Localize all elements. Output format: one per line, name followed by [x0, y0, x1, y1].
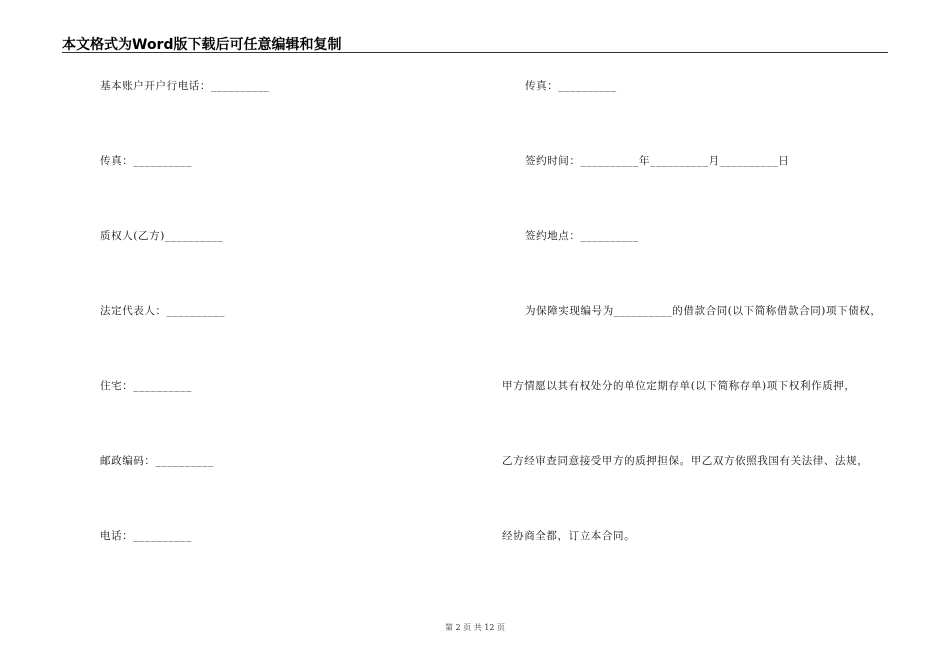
left-line-pledgee: 质权人(乙方)__________: [100, 230, 224, 242]
right-line-paragraph-3: 乙方经审查同意接受甲方的质押担保。甲乙双方依照我国有关法律、法规，: [502, 455, 869, 467]
page-number-footer: 第 2 页 共 12 页: [445, 623, 505, 632]
left-line-address: 住宅：__________: [100, 380, 192, 392]
left-line-fax: 传真：__________: [100, 155, 192, 167]
left-line-phone: 电话：__________: [100, 530, 192, 542]
right-line-paragraph-4: 经协商全都，订立本合同。: [502, 530, 636, 542]
left-line-legal-rep: 法定代表人：__________: [100, 305, 226, 317]
right-line-paragraph-2: 甲方情愿以其有权处分的单位定期存单(以下简称存单)项下权利作质押，: [502, 380, 856, 392]
right-line-sign-date: 签约时间：__________年__________月__________日: [525, 155, 790, 167]
right-line-fax: 传真：__________: [525, 80, 617, 92]
right-line-paragraph-1: 为保障实现编号为__________的借款合同(以下简称借款合同)项下债权，: [525, 305, 882, 317]
left-line-bank-phone: 基本账户开户行电话：__________: [100, 80, 270, 92]
right-line-sign-place: 签约地点：__________: [525, 230, 639, 242]
left-line-postcode: 邮政编码：__________: [100, 455, 214, 467]
document-header-title: 本文格式为Word版下载后可任意编辑和复制: [62, 37, 342, 53]
header-divider: [62, 52, 888, 53]
